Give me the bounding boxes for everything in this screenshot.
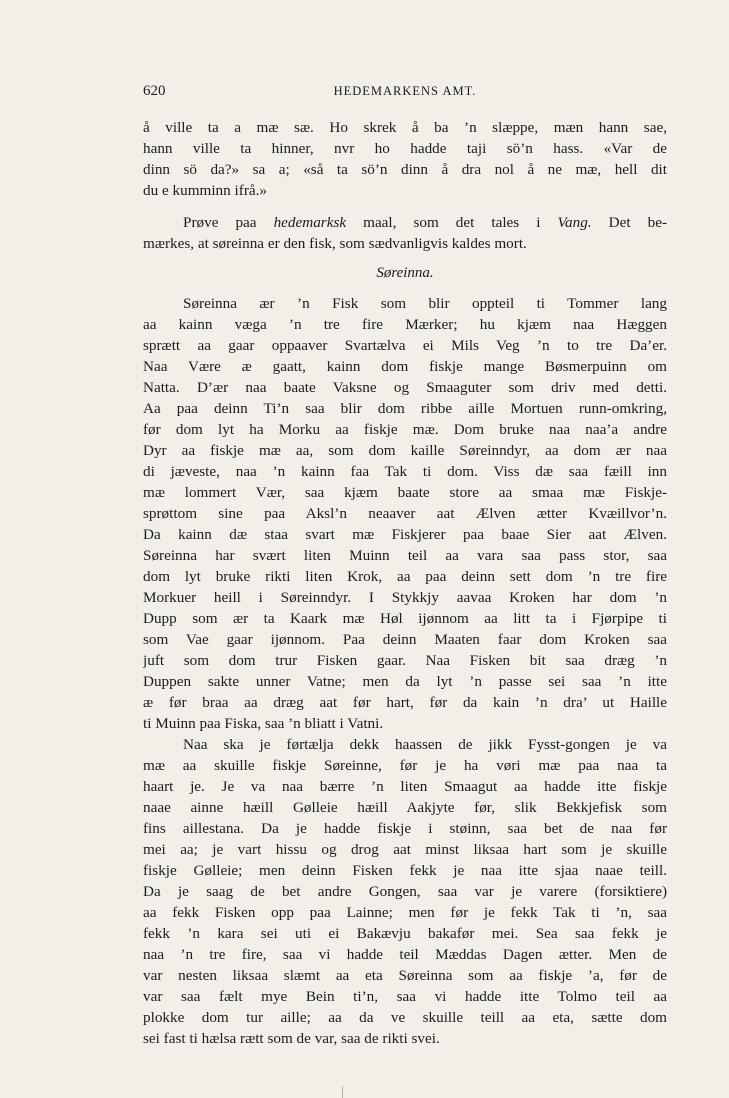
text-line: hann ville ta hinner, nvr ho hadde taji sö’n hass. «Var de xyxy=(143,140,667,157)
text-line: æ før braa aa dræg aat før hart, før da kain ’n dra’ ut Haille xyxy=(143,694,667,711)
text-line: aa fekk Fisken opp paa Lainne; men før je fekk Tak ti ’n, saa xyxy=(143,904,667,921)
intro-paragraph xyxy=(143,212,667,254)
page-header xyxy=(143,83,667,101)
text-line: Naa ska je førtælja dekk haassen de jikk Fysst-gongen je va xyxy=(183,736,667,753)
text-line: mæ lommert Vær, saa kjæm baate store aa smaa mæ Fiskje- xyxy=(143,484,667,501)
text-line: plokke dom tur aille; aa da ve skuille teill aa eta, sætte dom xyxy=(143,1009,667,1026)
text-line: mei aa; je vart hissu og drog aat minst liksaa hart som je skuille xyxy=(143,841,667,858)
text-line: fins aillestana. Da je hadde fiskje i støinn, saa bet de naa før xyxy=(143,820,667,837)
text-line: Duppen sakte unner Vatne; men da lyt ’n passe sei saa ’n itte xyxy=(143,673,667,690)
running-title: HEDEMARKENS AMT. xyxy=(333,84,477,98)
text-line: Morkuer heill i Søreinndyr. I Stykkjy aavaa Kroken har dom ’n xyxy=(143,589,667,606)
text-line: naae ainne hæill Gølleie hæill Aakjyte før, slik Bekkjefisk som xyxy=(143,799,667,816)
text-line: haart je. Je va naa bærre ’n liten Smaagut aa hadde itte fiskje xyxy=(143,778,667,795)
text-line: dom lyt bruke rikti liten Krok, aa paa deinn sett dom ’n tre fire xyxy=(143,568,667,585)
text-line: ti Muinn paa Fiska, saa ’n bliatt i Vatni. xyxy=(143,715,384,732)
text-line: Da kainn dæ staa svart mæ Fiskjerer paa baae Sier aat Ælven. xyxy=(143,526,667,543)
text-line: Søreinna har svært liten Muinn teil aa vara saa pass stor, saa xyxy=(143,547,667,564)
intro-text: Det be- xyxy=(591,214,667,231)
text-line xyxy=(143,212,667,233)
text-line: aa kainn væga ’n tre fire Mærker; hu kjæm naa Hæggen xyxy=(143,316,667,333)
text-line: å ville ta a mæ sæ. Ho skrek å ba ’n slæppe, mæn hann sae, xyxy=(143,119,667,136)
text-line: Dupp som ær ta Kaark mæ Høl ijønnom aa litt ta i Fjørpipe ti xyxy=(143,610,667,627)
text-line: fekk ’n kara sei uti ei Bakævju bakafør mei. Sea saa fekk je xyxy=(143,925,667,942)
text-line: sei fast ti hælsa rætt som de var, saa de rikti svei. xyxy=(143,1030,440,1047)
intro-italic-place: Vang. xyxy=(557,214,592,231)
text-line: Aa paa deinn Ti’n saa blir dom ribbe aille Mortuen runn-omkring, xyxy=(143,400,667,417)
text-line: juft som dom trur Fisken gaar. Naa Fisken bit saa dræg ’n xyxy=(143,652,667,669)
text-line: sprætt aa gaar oppaaver Svartælva ei Mils Veg ’n to tre Da’er. xyxy=(143,337,667,354)
text-line: før dom lyt ha Morku aa fiskje mæ. Dom bruke naa naa’a andre xyxy=(143,421,667,438)
paragraph-1 xyxy=(143,293,667,734)
intro-text: maal, som det tales i xyxy=(346,214,558,231)
text-line: var nesten liksaa slæmt aa eta Søreinna som aa fiskje ’a, før de xyxy=(143,967,667,984)
text-line: Natta. D’ær naa baate Vaksne og Smaaguter som driv med detti. xyxy=(143,379,667,396)
text-line: fiskje Gølleie; men deinn Fisken fekk je naa itte sjaa naae teill. xyxy=(143,862,667,879)
text-line: som Vae gaar ijønnom. Paa deinn Maaten faar dom Kroken saa xyxy=(143,631,667,648)
text-line: mærkes, at søreinna er den fisk, som sædvanligvis kaldes mort. xyxy=(143,235,527,252)
text-line: naa ’n tre fire, saa vi hadde teil Mæddas Dagen ætter. Men de xyxy=(143,946,667,963)
text-line: di jæveste, naa ’n kainn faa Tak ti dom. Viss dæ saa fæill inn xyxy=(143,463,667,480)
text-line: Naa Være æ gaatt, kainn dom fiskje mange Bøsmerpuinn om xyxy=(143,358,667,375)
text-line: dinn sö da?» sa a; «så ta sö’n dinn å dra nol å ne mæ, hell dit xyxy=(143,161,667,178)
scan-artifact-mark xyxy=(342,1086,343,1098)
paragraph-2 xyxy=(143,734,667,1049)
quote-block xyxy=(143,117,667,201)
text-line: Dyr aa fiskje mæ aa, som dom kaille Søreinndyr, aa dom ær naa xyxy=(143,442,667,459)
page-body xyxy=(143,117,667,1049)
intro-italic-dialect: hedemarksk xyxy=(273,214,347,231)
text-line: du e kumminn ifrå.» xyxy=(143,182,268,199)
text-line: Søreinna ær ’n Fisk som blir oppteil ti Tommer lang xyxy=(183,295,667,312)
intro-text: Prøve paa xyxy=(183,214,274,231)
text-line: var saa fælt mye Bein ti’n, saa vi hadde itte Tolmo teil aa xyxy=(143,988,667,1005)
page-number: 620 xyxy=(143,83,166,99)
section-heading: Søreinna. xyxy=(376,265,434,281)
text-line: sprøttom sine paa Aksl’n neaaver aat Ælven ætter Kvæillvor’n. xyxy=(143,505,667,522)
text-line: Da je saag de bet andre Gongen, saa var je varere (forsiktiere) xyxy=(143,883,667,900)
text-line: mæ aa skuille fiskje Søreinne, før je ha vøri mæ paa naa ta xyxy=(143,757,667,774)
